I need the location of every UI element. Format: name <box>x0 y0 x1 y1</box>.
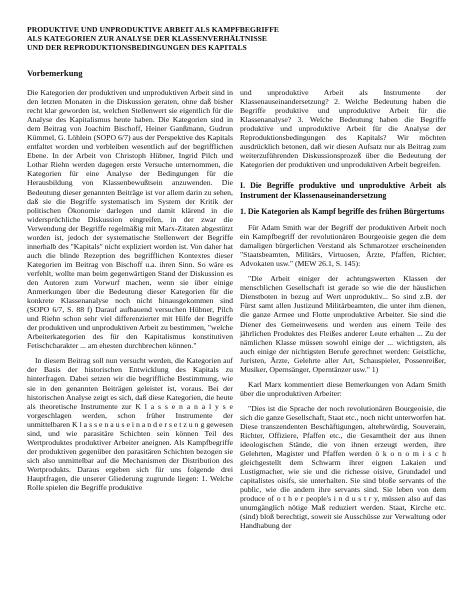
section-heading-vorbemerkung: Vorbemerkung <box>27 68 83 78</box>
left-paragraph-1: Die Kategorien der produktiven und unproduktiven Arbeit sind in den letzten Monaten in die Diskussion geraten, ohne daß bisher recht klar geworden ist, welchen Stellenwert sie eigentlich für die Analyse des Kapitalismus heute haben. Die Kategorien sind in dem Beitrag von Joachim Bischoff, Heiner Ganßmann, Gudrun Kümmel, G. Löhlein (SOPO 6/7) aus der Perspektive des Kapitals entfaltet worden und verbleiben wesentlich auf der begrifflichen Ebene. In der Arbeit von Christoph Hübner, Ingrid Pilch und Lothar Riehn werden dagegen erste Versuche unternommen, die Kategorien für eine Analyse der Bedingungen für die Herausbildung von Klassenbewußtsein anzuwenden. Die Bedeutung dieser genannten Beiträge ist vor allem darin zu sehen, daß sie die Begriffe systematisch im System der Kritik der politischen Ökonomie darlegen und damit klärend in die widersprüchliche Diskussion eingreifen, in der zwar die Verwendung der Begriffe regelmäßig mit Marx-Zitaten abgestützt worden ist, jedoch der systematische Stellenwert der Begriffe innerhalb des "Kapitals" nicht expliziert worden ist. Von daher hat auch die blinde Rezeption des begrifflichen Kontextes dieser Kategorien im Beitrag von Bischoff u.a. ihren Sinn. So wäre es verfehlt, wollte man beim gegenwärtigen Stand der Diskussion es den Autoren zum Vorwurf machen, wenn sie über einige Anmerkungen über die Bedeutung dieser Kategorien für die konkrete Klassenanalyse noch nicht hinausgekommen sind (SOPO 6/7, S. 88 f) Darauf aufbauend versuchen Hübner, Pilch und Riehn schon sehr viel differenzierter mit Hilfe der Begriffe der produktiven und unproduktiven Arbeit zu bestimmen, "welche Arbeiterkategorien des für den Kapitalismus konstitutiven Fetischcharakter ... am ehesten durchbrechen können." <box>27 88 233 351</box>
right-column <box>240 88 446 537</box>
right-paragraph-1: und unproduktive Arbeit als Instrumente der Klassenauseinandersetzung? 2. Welche Bedeutung haben die Begriffe produktive und unproduktive Arbeit für die Klassenanalyse? 3. Welche Bedeutung haben die Begriffe produktive und unproduktive Arbeit für die Analyse der Reproduktionsbedingungen des Kapitals? Wir möchten ausdrücklich betonen, daß wir diesen Aufsatz nur als Beitrag zum weiterzuführenden Diskussionsprozeß über die Bedeutung der Kategorien der produktiven und unproduktiven Arbeit begreifen. <box>240 88 446 170</box>
subsection-heading-1: 1. Die Kategorien als Kampf begriffe des frühen Bürgertums <box>240 206 445 216</box>
title-line-3: UND DER REPRODUKTIONSBEDINGUNGEN DES KAPITALS <box>27 43 247 53</box>
left-paragraph-2: In diesem Beitrag soll nun versucht werden, die Kategorien auf der Basis der historischen Entwicklung des Kapitals zu hinterfragen. Dabei setzen wir die begriffliche Bestimmung, wie sie in den genannten Beiträgen geleistet ist, voraus. Bei der historischen Analyse zeigt es sich, daß diese Kategorien, die heute als theoretische Instrumente zur K l a s s e n a n a l y s e vorgeschlagen werden, schon früher Instrumente der unmittelbaren K l a s s e n a u s e i n a n d e r s e t z u n g gewesen sind, und wie parasitäre Schichten sein können Teil des Wertproduktes produktiver Arbeiter aneignen. Als Kampfbegriffe der produktiven gegenüber den parasitären Schichten bezogen sie sich also unmittelbar auf die Mechanismen der Distribution des Wertprodukts. Daraus ergeben sich für uns folgende drei Hauptfragen, die unserer Gliederung zugrunde liegen: 1. Welche Rolle spielen die Begriffe produktive <box>27 356 233 493</box>
chapter-heading-1: I. Die Begriffe produktive und unproduktive Arbeit als Instrument der Klassenauseinandersetzung <box>240 181 446 200</box>
title-line-2: ALS KATEGORIEN ZUR ANALYSE DER KLASSENVERHÄLTNISSE <box>27 34 268 44</box>
title-line-1: PRODUKTIVE UND UNPRODUKTIVE ARBEIT ALS KAMPFBEGRIFFE <box>27 25 280 34</box>
right-paragraph-2: Für Adam Smith war der Begriff der produktiven Arbeit noch ein Kampfbegriff der revolutionären Bourgeoisie gegen die dem damaligen bürgerlichen Verstand als Schmarotzer erscheinenden "Staatsbeamten, Militärs, Virtuosen, Ärzte, Pfaffen, Richter, Advokaten usw." (MEW 26.1, S. 145): <box>240 223 446 269</box>
document-title <box>27 25 467 53</box>
left-column <box>27 88 233 498</box>
quote-marx: "Dies ist die Sprache der noch revolutionären Bourgeoisie, die sich die ganze Gesellschaft, Staat etc., noch nicht unterworfen hat. Diese transzendenten Beschäftigungen, altehrwürdig, Souverain, Richter, Offiziere, Pfaffen etc., die Gesamtheit der aus ihnen ideologischen Stände, die von ihnen erzeugt werden, ihre Gelehrten, Magister und Pfaffen werden ö k o n o m i s c h gleichgestellt dem Schwarm ihrer eignen Lakaien und Lustigmacher, wie sie und die richesse oisive, Grundadel und capitalistes oisifs, sie unterhalten. Sie sind bloße servants of the public, wie die andern ihre servants sind. Sie leben von dem produce of o t h e r people's i n d u s t r y, müssen also auf das unumgänglich nötige Maß reduziert werden. Staat, Kirche etc. (sind) bloß berechtigt, soweit sie Ausschüsse zur Verwaltung oder Handhabung der <box>240 403 446 531</box>
right-paragraph-3: Karl Marx kommentiert diese Bemerkungen von Adam Smith über die unproduktiven Arbeiter: <box>240 379 446 398</box>
quote-smith: "Die Arbeit einiger der achtungswerten Klassen der menschlichen Gesellschaft ist gerade so wie die der häuslichen Dienstboten in bezug auf Wert unproduktiv... So sind z.B. der Fürst samt allen Justizund Militärbeamten, die unter ihm dienen, die ganze Armee und Flotte unproduktive Arbeiter. Sie sind die Diener des Gemeinwesens und werden aus einem Teile des jährlichen Produktes des Fleißes anderer Leute erhalten ... Zu der nämlichen Klasse müssen sowohl einige der ... wichtigsten, als auch einige der nichtigsten Berufe gerechnet werden: Geistliche, Juristen, Ärzte, Gelehrte aller Art, Schauspieler, Possenreißer, Musiker, Opernsänger, Operntänzer usw." 1) <box>240 274 446 374</box>
